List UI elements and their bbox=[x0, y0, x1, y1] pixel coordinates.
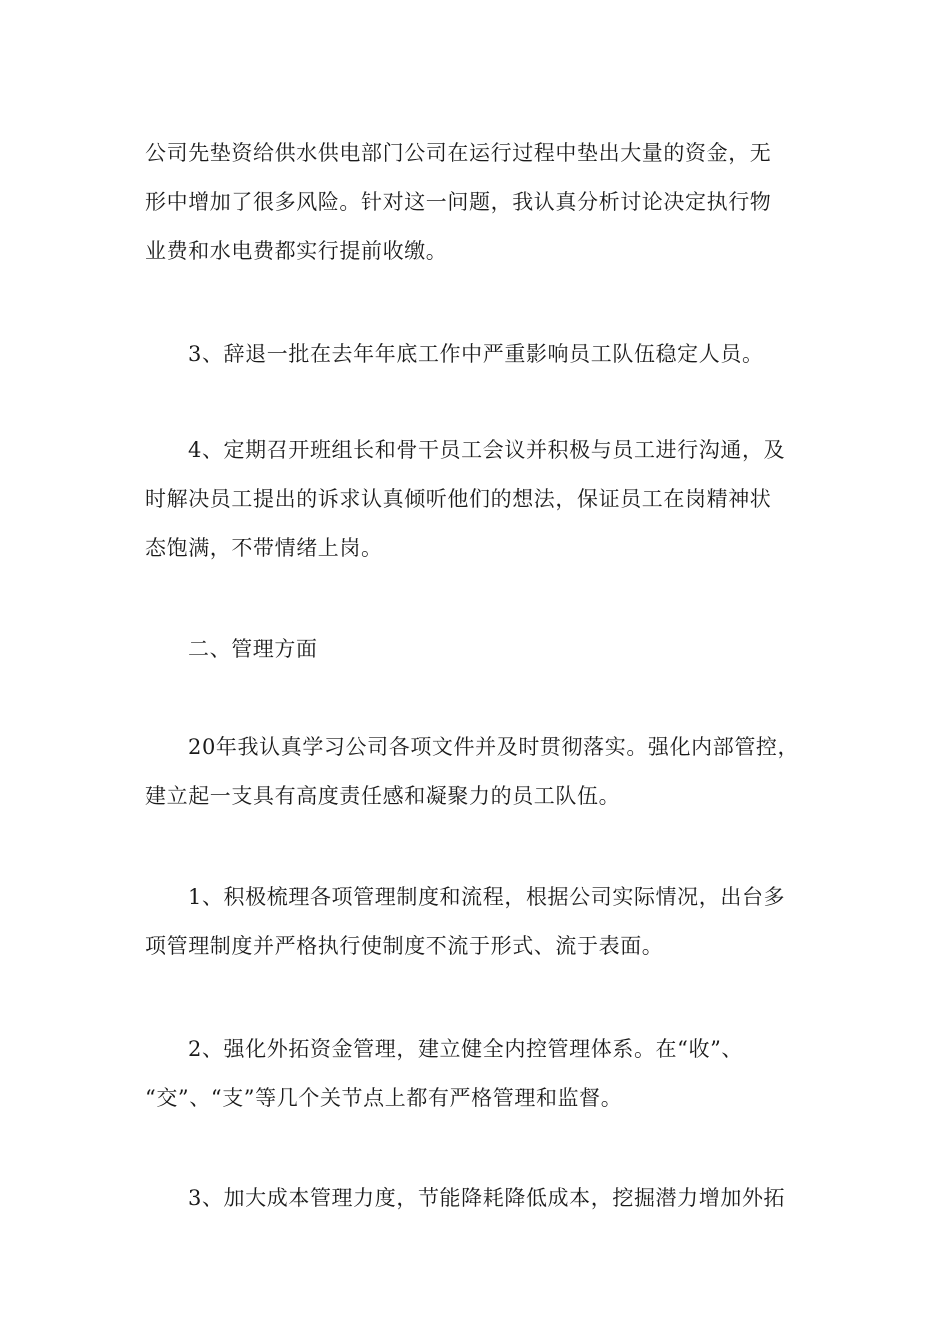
paragraph-line: 态饱满，不带情绪上岗。 bbox=[145, 536, 383, 560]
paragraph-line: 20年我认真学习公司各项文件并及时贯彻落实。强化内部管控， bbox=[188, 735, 800, 759]
paragraph-line: 建立起一支具有高度责任感和凝聚力的员工队伍。 bbox=[145, 784, 621, 808]
paragraph-line: “交”、“支”等几个关节点上都有严格管理和监督。 bbox=[145, 1086, 623, 1110]
paragraph-line: 形中增加了很多风险。针对这一问题，我认真分析讨论决定执行物 bbox=[145, 190, 772, 214]
list-item-4-meetings: 4、定期召开班组长和骨干员工会议并积极与员工进行沟通，及 bbox=[188, 438, 786, 462]
list-item-1-systems: 1、积极梳理各项管理制度和流程，根据公司实际情况，出台多 bbox=[188, 885, 786, 909]
list-item-3-cost: 3、加大成本管理力度，节能降耗降低成本，挖掘潜力增加外拓 bbox=[188, 1186, 786, 1210]
list-item-3-resignation: 3、辞退一批在去年年底工作中严重影响员工队伍稳定人员。 bbox=[188, 342, 764, 366]
paragraph-line: 业费和水电费都实行提前收缴。 bbox=[145, 239, 448, 263]
paragraph-line: 公司先垫资给供水供电部门公司在运行过程中垫出大量的资金，无 bbox=[145, 141, 772, 165]
paragraph-line: 项管理制度并严格执行使制度不流于形式、流于表面。 bbox=[145, 934, 664, 958]
paragraph-line: 时解决员工提出的诉求认真倾听他们的想法，保证员工在岗精神状 bbox=[145, 487, 772, 511]
list-item-2-funds: 2、强化外拓资金管理，建立健全内控管理体系。在“收”、 bbox=[188, 1037, 744, 1061]
section-heading-management: 二、管理方面 bbox=[188, 637, 318, 661]
